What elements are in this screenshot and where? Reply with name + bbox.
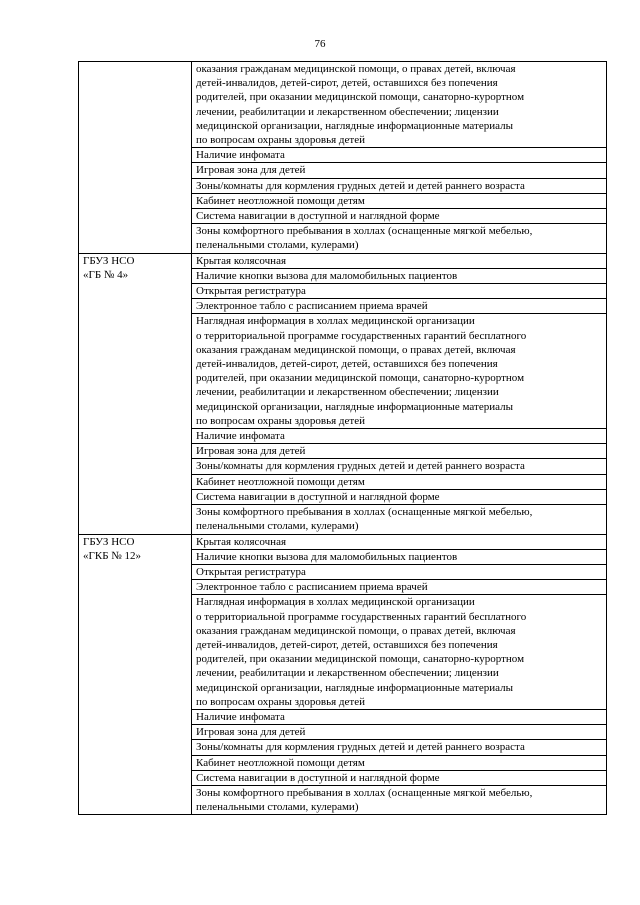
table-row [79,62,607,254]
organization-cell [79,253,192,534]
facility-item-line: Наличие инфомата [196,430,285,443]
facility-item-line: по вопросам охраны здоровья детей [196,695,365,708]
facility-item [192,490,606,505]
facilities-table [78,61,607,815]
facility-item-line: оказания гражданам медицинской помощи, о правах детей, включая [196,343,516,356]
organization-name-line: «ГБ № 4» [83,268,129,281]
facility-item-line: Зоны комфортного пребывания в холлах (оснащенные мягкой мебелью, [196,786,533,799]
facility-item-line: о территориальной программе государственных гарантий бесплатного [196,610,527,623]
facility-item [192,179,606,194]
facility-item [192,740,606,755]
facility-item-line: Электронное табло с расписанием приема врачей [196,581,428,594]
facility-item [192,535,606,550]
facility-item [192,284,606,299]
facility-item [192,550,606,565]
facility-item [192,595,606,710]
facility-item-line: Система навигации в доступной и наглядной форме [196,210,440,223]
facility-item [192,710,606,725]
facility-item-line: Зоны/комнаты для кормления грудных детей и детей раннего возраста [196,460,525,473]
organization-cell [79,62,192,254]
facility-item [192,299,606,314]
facility-item-line: Система навигации в доступной и наглядной форме [196,771,440,784]
facility-item-line: Наличие инфомата [196,149,285,162]
facility-item [192,224,606,252]
facility-item-line: родителей, при оказании медицинской помощи, санаторно-курортном [196,372,525,385]
organization-name-line: «ГКБ № 12» [83,549,142,562]
facility-item-line: Зоны/комнаты для кормления грудных детей и детей раннего возраста [196,179,525,192]
facility-item-line: родителей, при оказании медицинской помощи, санаторно-курортном [196,653,525,666]
facility-item-line: Кабинет неотложной помощи детям [196,756,365,769]
organization-name-line: ГБУЗ НСО [83,535,135,548]
facility-item [192,314,606,429]
facility-item [192,756,606,771]
facility-item [192,429,606,444]
facility-item-line: оказания гражданам медицинской помощи, о правах детей, включая [196,624,516,637]
facility-item-line: по вопросам охраны здоровья детей [196,414,365,427]
facility-item-line: детей-инвалидов, детей-сирот, детей, оставшихся без попечения [196,77,498,90]
facility-item-line: Наглядная информация в холлах медицинской организации [196,315,475,328]
facility-item [192,209,606,224]
facility-item [192,565,606,580]
facility-items-cell [192,253,607,534]
facility-item-line: Крытая колясочная [196,535,287,548]
facility-item [192,444,606,459]
facility-item [192,725,606,740]
facility-item-line: Наличие кнопки вызова для маломобильных пациентов [196,269,458,282]
facility-item [192,62,606,148]
facility-item-line: Кабинет неотложной помощи детям [196,194,365,207]
table-row [79,253,607,534]
facility-item [192,163,606,178]
organization-name-line: ГБУЗ НСО [83,254,135,267]
facility-item [192,475,606,490]
facility-item-line: Электронное табло с расписанием приема врачей [196,300,428,313]
organization-cell [79,534,192,815]
facility-item-line: Игровая зона для детей [196,726,306,739]
facility-item [192,254,606,269]
page-number: 76 [314,38,326,50]
facility-item-line: Зоны комфортного пребывания в холлах (оснащенные мягкой мебелью, [196,506,533,519]
facility-item-line: пеленальными столами, кулерами) [196,520,359,533]
facility-item-line: пеленальными столами, кулерами) [196,239,359,252]
facility-item-line: лечении, реабилитации и лекарственном обеспечении; лицензии [196,386,499,399]
facility-item-line: Открытая регистратура [196,565,306,578]
facility-items-cell [192,62,607,254]
facility-item [192,459,606,474]
facility-item-line: Крытая колясочная [196,254,287,267]
facility-item-line: лечении, реабилитации и лекарственном обеспечении; лицензии [196,105,499,118]
facility-item [192,771,606,786]
facility-item-line: по вопросам охраны здоровья детей [196,134,365,147]
facility-item [192,786,606,814]
facility-item-line: Открытая регистратура [196,285,306,298]
table-row [79,534,607,815]
facility-item [192,505,606,533]
facility-item-line: лечении, реабилитации и лекарственном обеспечении; лицензии [196,667,499,680]
facility-item [192,148,606,163]
facility-item-line: Кабинет неотложной помощи детям [196,475,365,488]
facility-item-line: Зоны/комнаты для кормления грудных детей и детей раннего возраста [196,741,525,754]
facility-item-line: Наличие кнопки вызова для маломобильных пациентов [196,550,458,563]
facility-item-line: Наглядная информация в холлах медицинской организации [196,596,475,609]
facility-item-line: Игровая зона для детей [196,164,306,177]
facility-item-line: медицинской организации, наглядные информационные материалы [196,681,513,694]
table-body [79,62,607,815]
facility-item [192,269,606,284]
facility-item-line: Зоны комфортного пребывания в холлах (оснащенные мягкой мебелью, [196,225,533,238]
facility-item-line: родителей, при оказании медицинской помощи, санаторно-курортном [196,91,525,104]
facility-item-line: оказания гражданам медицинской помощи, о правах детей, включая [196,63,516,75]
facility-item-line: Игровая зона для детей [196,445,306,458]
facility-item-line: медицинской организации, наглядные информационные материалы [196,400,513,413]
facility-item [192,580,606,595]
facility-items-cell [192,534,607,815]
facility-item-line: Наличие инфомата [196,710,285,723]
facility-item [192,194,606,209]
facility-item-line: пеленальными столами, кулерами) [196,801,359,814]
facility-item-line: о территориальной программе государственных гарантий бесплатного [196,329,527,342]
facility-item-line: медицинской организации, наглядные информационные материалы [196,119,513,132]
facility-item-line: детей-инвалидов, детей-сирот, детей, оставшихся без попечения [196,358,498,371]
facility-item-line: Система навигации в доступной и наглядной форме [196,490,440,503]
facility-item-line: детей-инвалидов, детей-сирот, детей, оставшихся без попечения [196,638,498,651]
